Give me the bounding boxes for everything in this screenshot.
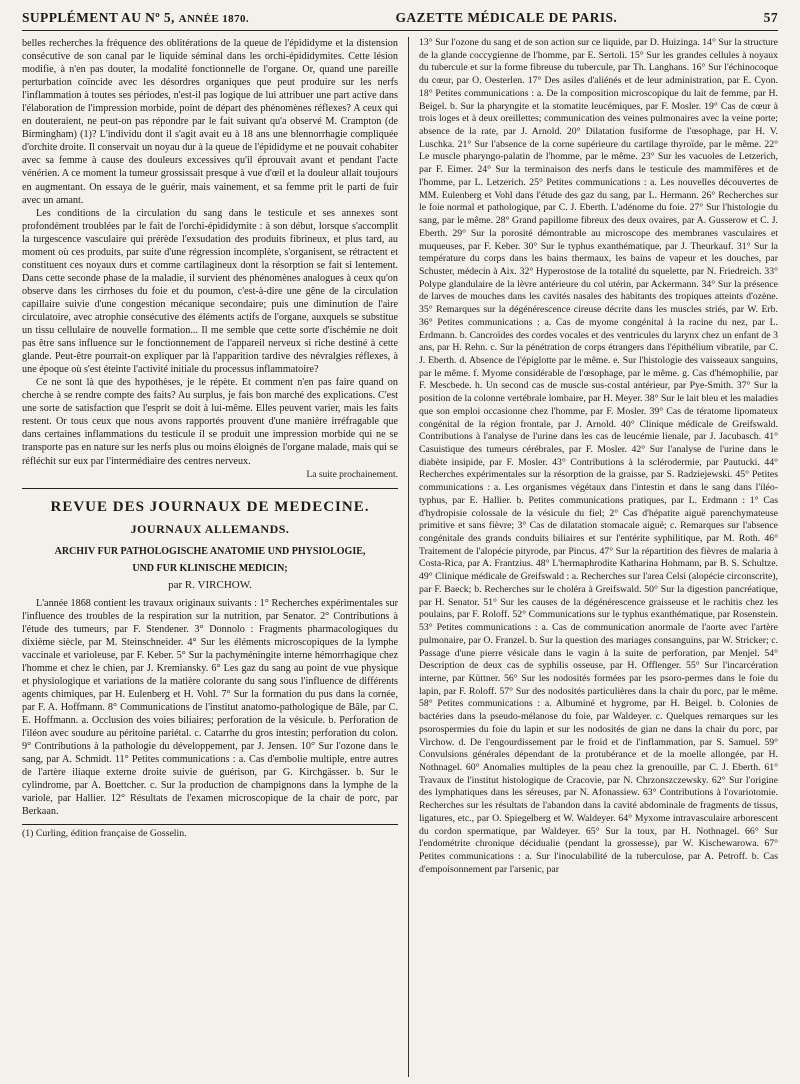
section-title: REVUE DES JOURNAUX DE MEDECINE. (50, 498, 370, 515)
left-column (22, 37, 408, 1077)
paragraph-3: Ce ne sont là que des hypothèses, je le répète. Et comment n'en pas faire quand on cherche à se rendre compte des faits? Au surplus, je fais bon marché des explications. C'est une sorte de satisfaction que l'esprit se doit à lui-même. Elles peuvent varier, mais les faits restent. Or tous ceux que nous avons rapportés prouvent d'une manière irréfragable que dans certaines inflammations du testicule il se produit une impression morbide qui ne se transporte pas en nature sur les nerfs plus ou moins éloignés de l'organe malade, mais qui se réfléchit sur eux par l'intermédiaire des centres nerveux. (22, 377, 398, 467)
journal-title-line-1: ARCHIV FUR PATHOLOGISCHE ANATOMIE UND PHYSIOLOGIE, (54, 545, 366, 557)
section-subtitle: JOURNAUX ALLEMANDS. (130, 521, 290, 536)
review-paragraph: L'année 1868 contient les travaux originaux suivants : 1° Recherches expérimentales sur l'influence des troubles de la respiration sur la nutrition, par Senator. 2° Contributions à l'étude des tumeurs, par F. Stendener. 3° Donnolo : Fragments pharmacologiques du dixième siècle, par M. Steinschneider. 4° Sur les éléments microscopiques de la lymphe vaccinale et varioleuse, par F. Keber. 5° Sur la pachyméningite interne hémorrhagique chez l'homme et chez le chien, par J. Kremiansky. 6° Les gaz du sang au point de vue physique et physiologique et variations de la matière colorante du sang sous l'influence de différents agents chimiques, par H. Eulenberg et H. Vohl. 7° Sur la formation du pus dans la cornée, par F. A. Hoffmann. 8° Communications de l'institut anatomo-pathologique de Bâle, par C. E. Hoffmann. a. Occlusion des voies biliaires; perforation de la vésicule. b. Perforation de l'iléon avec soudure au péritoine pariétal. c. Catarrhe du gros intestin; perforation du colon. 9° Contributions à la pathologie du développement, par J. Jensen. 10° Sur l'ozone dans le sang, par A. Schmidt. 11° Petites communications : a. Cas d'embolie multiple, entre autres de l'artère iliaque externe droite suivie de guérison, par G. Kirchgässer. b. Sur le cylindrome, par A. Boettcher. c. Sur la production de champignons dans la lymphe de la variole, par Hallier. 12° Résultats de l'examen microscopique de la chair de porc, par Berkaan. (22, 597, 398, 818)
year-label: ANNÉE 1870. (178, 13, 250, 25)
supplement-label: SUPPLÉMENT AU Nº 5, (22, 10, 175, 25)
journal-title-line-2: UND FUR KLINISCHE MEDICIN; (132, 562, 288, 574)
section-divider (22, 488, 398, 489)
page-columns (22, 37, 778, 1077)
page-number: 57 (763, 10, 778, 25)
paragraph-2: Les conditions de la circulation du sang dans le testicule et ses annexes sont profondément troublées par le fait de l'orchi-épididymite : à son début, lorsque s'accomplit la turgescence vasculaire qui prérède l'exsudation des produits fibrineux, et plus tard, au moment où ces produits, par suite d'une régression incomplète, s'organisent, se rétractent et constituent ces noyaux durs et comme cartilagineux dont la résorption se fait si lentement. Dans cette seconde phase de la maladie, il survient des phénomènes analogues à ceux qu'on observe dans les cirrhoses du foie et du poumon, c'est-à-dire une gêne de la circulation capillaire suivie d'une congestion mécanique secondaire; puis une diminution de l'aire circulatoire, avec atrophie consécutive des éléments actifs de l'organe, auxquels se substitue un tissu cellulaire de nouvelle formation... Il me semble que cette sorte d'ischémie ne doit pas être sans influence sur le fonctionnement de l'appareil nerveux si riche destiné à cette glande. Peut-être pourrait-on expliquer par là l'apparition tardive des névralgies réflexes, à une époque où s'est éteinte l'activité initiale du processus inflammatoire? (22, 207, 398, 376)
header-left (22, 10, 249, 26)
journal-name: GAZETTE MÉDICALE DE PARIS. (395, 10, 618, 25)
right-column (408, 37, 778, 1077)
page-header (22, 10, 778, 31)
continued-note: La suite prochainement. (306, 469, 398, 480)
journal-author: par R. VIRCHOW. (168, 578, 252, 591)
paragraph-1: belles recherches la fréquence des oblitérations de la queue de l'épididyme et la distension consécutive de son canal par le liquide séminal dans les orchi-épididymites. Cette lésion modifie, à n'en pas douter, la modalité fonctionnelle de l'organe. Or, quand une pareille perturbation coïncide avec les désordres organiques que peut produire sur les nerfs l'inflammation à toutes ses périodes, n'est-il pas logique de lui attribuer une part active dans l'élaboration de l'impression morbide, point de départ des phénomènes réflexes? A ceux qui en douteraient, ne peut-on pas répondre par le fait suivant qu'a observé M. Crampton (de Birmingham) (1)? L'individu dont il s'agit avait eu à 18 ans une blennorrhagie compliquée d'orchite droite. Il conservait un noyau dur à la queue de l'épididyme et ne pouvait cohabiter avec sa femme à cause des douleurs excessives qu'il éprouvait avant et pendant l'acte vénérien. A ce moment la tumeur grossissait presque à vue d'œil et la douleur allait toujours en augmentant. On essaya de le guérir, mais vainement, et sa femme prit le parti de fuir avec un amant. (22, 38, 398, 206)
right-column-text: 13° Sur l'ozone du sang et de son action sur ce liquide, par D. Huizinga. 14° Sur la structure de la glande coccygienne de l'homme, par E. Sertoli. 15° Sur les grandes cellules à noyaux du tubercule et sur la forme fibreuse du tubercule, par Th. Langhans. 16° Sur l'échinocoque du cœur, par O. Oesterlen. 17° Des asiles d'aliénés et de leur administration, par E. Cyon. 18° Petites communications : a. De la composition microscopique du lait de femme, par H. Beigel. b. Sur la pharyngite et la stomatite leucémiques, par F. Mosler. 19° Cas de cœur à trois loges et à deux oreillettes; communication des veines pulmonaires avec la veine porte; absence de la rate, par J. Arnold. 20° Dilatation fusiforme de l'œsophage, par H. V. Luschka. 21° Sur l'absence de la corne supérieure du cartilage thyroïde, par le même. 22° Le muscle pharyngo-palatin de l'homme, par le même. 23° Sur les vacuoles de Letzerich, par F. Eimer. 24° Sur la terminaison des nerfs dans le testicule des mammifères et de l'homme, par L. Letzerich. 25° Petites communications : a. Les nouvelles découvertes de MM. Eulenberg et Vohl dans l'étude des gaz du sang, par L. Hermann. 26° Recherches sur le foie normal et pathologique, par C. J. Eberth. L'adénome du foie. 27° Sur l'histologie du sang, par le même. 28° Grand papillome fibreux des deux ovaires, par A. Gusserow et C. J. Eberth. 29° Sur la porosité démontrable au microscope des membranes vasculaires et muqueuses, par F. Keber. 30° Sur le typhus exanthématique, par J. Theurkauf. 31° Sur la température du corps dans les bains thermaux, les bains de vapeur et les douches, par Schuster, médecin à Aix. 32° Hyperostose de la totalité du squelette, par N. Friedreich. 33° Polype glandulaire de la lèvre antérieure du col utérin, par Ackermann. 34° Sur la présence de larves de mouches dans les cavités nasales des habitants des tropiques atteints d'ozène. 35° Remarques sur la dégénérescence cireuse décrite dans les muscles striés, par W. Erb. 36° Petites communications : a. Cas de myome congénital à la racine du nez, par L. Erdmann. b. Cancroïdes des cordes vocales et des ventricules du larynx chez un enfant de 3 ans, par H. Rehn. c. Sur la pénétration de corps étrangers dans l'épithélium vibratile, par C. J. Eberth. d. Absence de l'épiglotte par le même. e. Sur l'histologie des vaisseaux sanguins, par le même. f. Myome considérable de l'œsophage, par le même. g. Cas d'hémophilie, par F. Mescbede. h. Un second cas de muscle sus-costal antérieur, par Pye-Smith. 37° Sur la position de la colonne vertébrale lombaire, par H. Meyer. 38° Sur le lait bleu et les maladies que son emploi occasionne chez l'homme, par F. Mosler. 39° Cas de tératome lipomateux congénital de la région frontale, par J. Arnold. 40° Clinique médicale de Greifswald. Contributions à l'analyse de l'urine dans les cas de leucémie lienale, par J. Jacubasch. 41° Casuistique des tumeurs cérébrales, par F. Mosler. 42° Sur l'analyse de l'urine dans le diabète insipide, par F. Mosler. 43° Contributions à la sclérodermie, par Pautucki. 44° Recherches expérimentales sur la résorption de la graisse, par S. Radziejewski. 45° Petites communications : a. Les organismes végétaux dans l'intestin et dans le sang dans l'iléo-typhus, par E. Hallier. b. Petites communications pratiques, par L. Erdmann : 1° Cas d'hydropisie colossale de la vésicule du fiel; 2° Cas d'hépatite aiguë parenchymateuse primitive et sans fièvre; 3° Cas de dilatation stomacale aiguë; c. Remarques sur l'absence congénitale des grands conduits biliaires et sur l'entérite syphilitique, par M. Roth. 46° Traitement de l'alopécie pityrode, par Pincus. 47° Sur la répartition des fièvres de malaria à Costa-Rica, par A. Frantzius. 48° L'hermaphrodite Katharina Hohmann, par B. S. Schultze. 49° Clinique médicale de Greifswald : a. Recherches sur l'area Celsi (alopécie circonscrite), par F. Baeck; b. Recherches sur le choléra à Greifswald. 50° Sur la digestion pancréatique, par H. Senator. 51° Sur les causes de la dégénérescence graisseuse et le rachitis chez les poulains, par F. Roloff. 52° Communications sur le typhus exanthématique, par Rosenstein. 53° Petites communications : a. Cas de communication anormale de l'aorte avec l'artère pulmonaire, par O. Franzel. b. Sur la question des mariages consanguins, par W. Stricker; c. Passage d'une pierre vésicale dans le vagin à la suite de perforation, par Menjel. 54° Description de deux cas de syphilis osseuse, par H. Offlenger. 55° Sur l'incarcération interne, par Küttner. 56° Sur les nodosités formées par les psoro-permes dans le foie du lapin, par F. Roloff. 57° Sur des nodosités particulières dans la chair du porc, par le même. 58° Petites communications : a. Albuminé et hygrome, par H. Beigel. b. Colonies de bactéries dans la pseudo-mélanose du foie, par Waldeyer. c. Quelques remarques sur les psorospermies du foie du lapin et sur les nodosités de gian ne dans la chair du porc, par Virchow. d. De l'engourdissement par le froid et de l'inflammation, par S. Samuel. 59° Convulsions générales dépendant de la protubérance et de la moelle allongée, par H. Nothnagel. 60° Anomalies multiples de la peau chez la grenouille, par C. J. Eberth. 61° Travaux de l'institut histologique de Cracovie, par N. Chrzonszczewsky. 62° Sur l'origine des lymphatiques dans les séreuses, par N. Afonassiew. 63° Contributions à l'ovariotomie. Recherches sur les résultats de l'abandon dans la cavité abdominale de fragments de tissus, ligatures, etc., par O. Spiegelberg et W. Waldeyer. 64° Myxome intravasculaire arborescent du cordon spermatique, par Waldeyer. 65° Sur la toux, par H. Nothnagel. 66° Sur l'endométrite chronique décidualie (pendant la grossesse), par W. Kischewarowa. 67° Petites communications : a. Sur l'inoculabilité de la tuberculose, par A. Petroff. b. Cas d'empoisonnement par l'arsenic, par (419, 37, 778, 875)
footnote: (1) Curling, édition française de Gosselin. (22, 824, 398, 840)
